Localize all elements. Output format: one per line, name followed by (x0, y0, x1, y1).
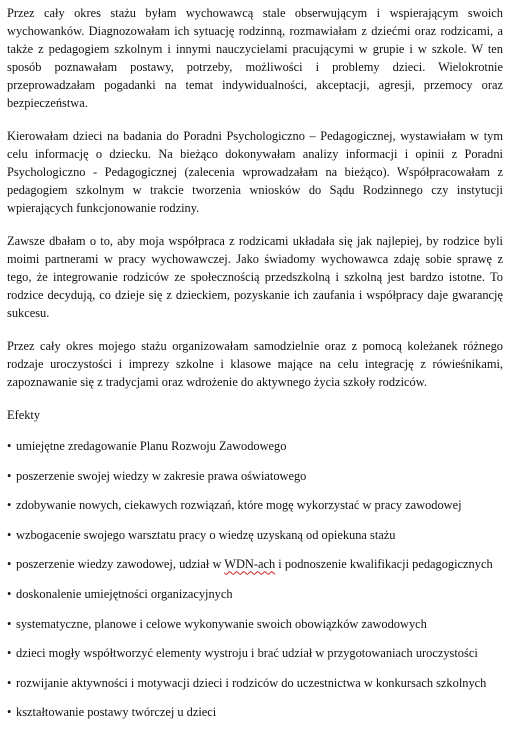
list-item (7, 526, 503, 556)
list-item-text: wzbogacenie swojego warsztatu pracy o wiedzę uzyskaną od opiekuna stażu (16, 527, 396, 542)
list-item-text: umiejętne zredagowanie Planu Rozwoju Zawodowego (16, 439, 287, 453)
paragraph-parent-cooperation: Zawsze dbałam o to, aby moja współpraca z rodzicami układała się jak najlepiej, by rodzice byli moimi partnerami w pracy wychowawczej. Jako świadomy wychowawca zdaję sobie sprawę z tego, że integrowanie rodziców ze społecznością przedszkolną i szkolną jest bardzo istotne. To rodzice decydują, co dzieje się z dzieckiem, pozyskanie ich zaufania i współpracy daje gwarancję sukcesu. (7, 234, 503, 320)
effects-list (7, 437, 503, 733)
bullet-icon: • (7, 439, 12, 453)
list-item-text: doskonalenie umiejętności organizacyjnych (16, 586, 233, 601)
paragraph-counseling-referrals: Kierowałam dzieci na badania do Poradni Psychologiczno – Pedagogicznej, wystawiałam w tym celu informację o dziecku. Na bieżąco dokonywałam analizy informacji i opinii z Poradni Psychologiczno - Pedagogicznej (zalecenia wprowadzałam na bieżąco). Współpracowałam z pedagogiem szkolnym w trakcie tworzenia wniosków do Sądu Rodzinnego czy instytucji wpierających funkcjonowanie rodziny. (7, 129, 503, 215)
bullet-icon: • (7, 616, 12, 631)
bullet-icon: • (7, 468, 12, 483)
bullet-icon: • (7, 646, 12, 661)
list-item-text: poszerzenie swojej wiedzy w zakresie prawa oświatowego (16, 468, 307, 483)
list-item (7, 615, 503, 645)
spellcheck-marked-word: WDN-ach (224, 557, 276, 572)
bullet-icon: • (7, 498, 12, 513)
effects-heading: Efekty (7, 408, 41, 422)
list-item (7, 555, 503, 585)
list-item (7, 644, 503, 674)
list-item (7, 467, 503, 497)
bullet-icon: • (7, 527, 12, 542)
bullet-icon: • (7, 586, 12, 601)
list-item-text: rozwijanie aktywności i motywacji dzieci i rodziców do uczestnictwa w konkursach szkolnych (16, 675, 487, 690)
bullet-icon: • (7, 705, 12, 720)
list-item-text: kształtowanie postawy twórczej u dzieci (16, 705, 217, 720)
list-item-text: zdobywanie nowych, ciekawych rozwiązań, które mogę wykorzystać w pracy zawodowej (16, 498, 462, 513)
list-item (7, 585, 503, 615)
bullet-icon: • (7, 675, 12, 690)
paragraph-school-events: Przez cały okres mojego stażu organizowałam samodzielnie oraz z pomocą koleżanek różnego rodzaje uroczystości i imprezy szkolne i klasowe mające na celu integrację z rówieśnikami, zapoznawanie się z tradycjami oraz wdrożenie do aktywnego życia szkoły rodziców. (7, 339, 503, 389)
list-item-text: systematyczne, planowe i celowe wykonywanie swoich obowiązków zawodowych (16, 616, 427, 631)
paragraph-observation: Przez cały okres stażu byłam wychowawcą stale obserwującym i wspierającym swoich wychowanków. Diagnozowałam ich sytuację rodzinną, rozmawiałam z dziećmi oraz rodzicami, a także z pedagogiem szkolnym i innymi nauczycielami pracującymi w grupie i w szkole. W ten sposób poznawałam postawy, potrzeby, możliwości i problemy dzieci. Wielokrotnie przeprowadzałam pogadanki na temat indywidualności, akceptacji, agresji, przemocy oraz bezpieczeństwa. (7, 6, 503, 110)
list-item-text-after: i podnoszenie kwalifikacji pedagogicznych (275, 557, 493, 572)
list-item-text: dzieci mogły współtworzyć elementy wystroju i brać udział w przygotowaniach uroczystości (16, 646, 478, 661)
list-item-text-before: poszerzenie wiedzy zawodowej, udział w (16, 557, 225, 572)
bullet-icon: • (7, 557, 12, 572)
document-page (7, 4, 503, 733)
list-item (7, 437, 503, 467)
list-item (7, 496, 503, 526)
list-item (7, 674, 503, 704)
list-item (7, 703, 503, 733)
